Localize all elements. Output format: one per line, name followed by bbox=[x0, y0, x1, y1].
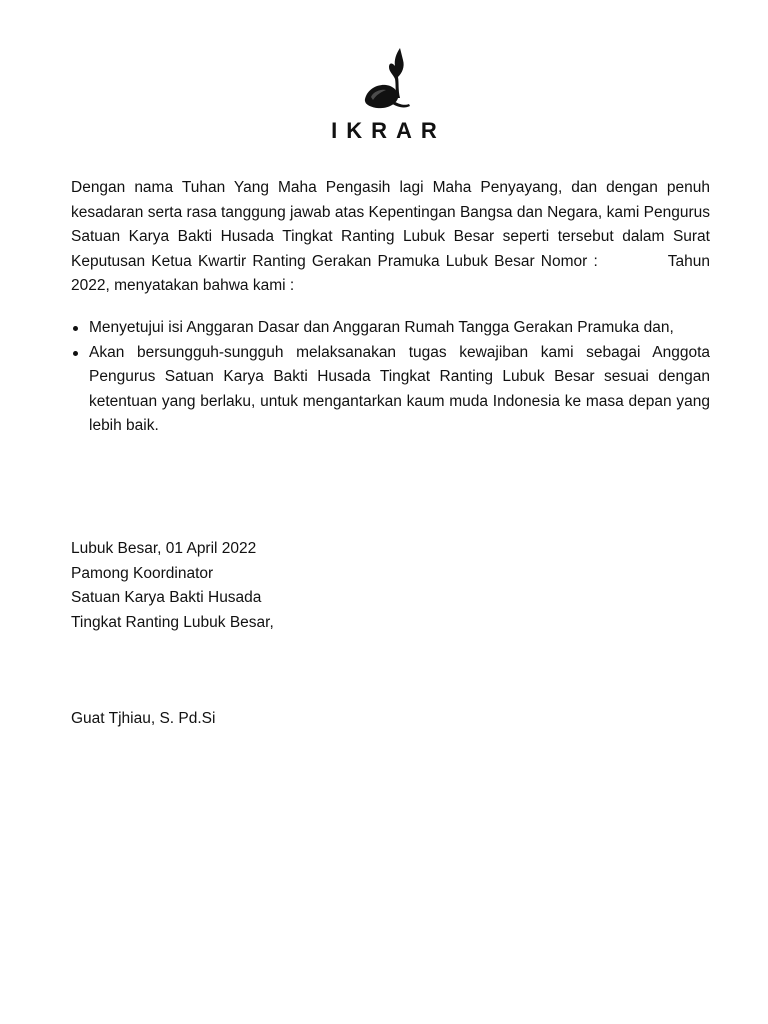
pledge-item bbox=[71, 316, 710, 341]
signer-name: Guat Tjhiau, S. Pd.Si bbox=[71, 710, 216, 727]
signer-unit: Satuan Karya Bakti Husada bbox=[71, 589, 262, 606]
opening-text: Dengan nama Tuhan Yang Maha Pengasih lagi Maha Penyayang, dan dengan penuh kesadaran serta rasa tanggung jawab atas Kepentingan Bangsa dan Negara, kami Pengurus Satuan Karya Bakti Husada Tingkat Ranting Lubuk Besar seperti tersebut dalam Surat Keputusan Ketua Kwartir Ranting Gerakan Pramuka Lubuk Besar Nomor : bbox=[71, 179, 710, 270]
place-date: Lubuk Besar, 01 April 2022 bbox=[71, 540, 257, 557]
pledge-text: Akan bersungguh-sungguh melaksanakan tugas kewajiban kami sebagai Anggota Pengurus Satuan Karya Bakti Husada Tingkat Ranting Lubuk Besar sesuai dengan ketentuan yang berlaku, untuk mengantarkan kaum muda Indonesia ke masa depan yang lebih baik. bbox=[89, 343, 710, 435]
bullet-icon bbox=[73, 351, 78, 356]
pledge-item bbox=[71, 341, 710, 439]
signature-block bbox=[71, 537, 274, 635]
tunas-kelapa-scout-emblem-icon bbox=[362, 46, 414, 114]
pledge-text: Menyetujui isi Anggaran Dasar dan Anggaran Rumah Tangga Gerakan Pramuka dan, bbox=[89, 319, 674, 336]
document-title: IKRAR bbox=[331, 118, 446, 143]
opening-text-year: Tahun 2022, menyatakan bahwa kami : bbox=[71, 252, 710, 295]
signer-role: Pamong Koordinator bbox=[71, 564, 214, 582]
opening-paragraph bbox=[71, 176, 710, 299]
pledge-list bbox=[71, 316, 710, 439]
signer-level: Tingkat Ranting Lubuk Besar, bbox=[71, 613, 274, 631]
bullet-icon bbox=[73, 326, 78, 331]
